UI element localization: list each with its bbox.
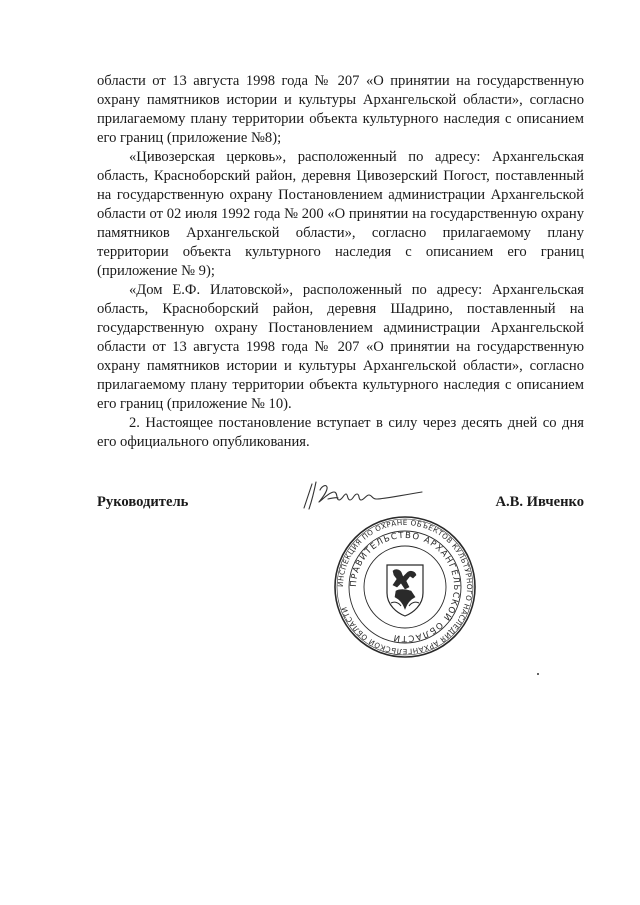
paragraph: «Цивозерская церковь», расположенный по адресу: Архангельская область, Красноборский район, деревня Цивозерский Погост, поставленный на государственную охрану Постановлением администрации Архангельской области от 02 июля 1992 года № 200 «О принятии на государственную охрану памятников Архангельской области», согласно прилагаемому плану территории объекта культурного наследия с описанием его границ (приложение № 9); [97,149,584,279]
coat-of-arms-emblem [387,565,423,616]
document-body [97,72,584,452]
handwritten-signature [292,478,432,514]
seal-inner-text: ПРАВИТЕЛЬСТВО АРХАНГЕЛЬСКОЙ ОБЛАСТИ [348,530,462,644]
signatory-title: Руководитель [97,494,189,510]
paragraph: «Дом Е.Ф. Илатовской», расположенный по адресу: Архангельская область, Красноборский район, деревня Шадрино, поставленный на государственную охрану Постановлением администрации Архангельской области от 13 августа 1998 года № 207 «О принятии на государственную охрану памятников истории и культуры Архангельской области», согласно прилагаемому плану территории объекта культурного наследия с описанием его границ (приложение № 10). [97,282,584,412]
official-seal [333,515,477,659]
seal-outer-text: ИНСПЕКЦИЯ ПО ОХРАНЕ ОБЪЕКТОВ КУЛЬТУРНОГО НАСЛЕДИЯ АРХАНГЕЛЬСКОЙ ОБЛАСТИ [335,517,475,657]
paragraph: 2. Настоящее постановление вступает в силу через десять дней со дня его официального опубликования. [97,415,584,450]
scan-speck [537,673,539,675]
paragraph: области от 13 августа 1998 года № 207 «О принятии на государственную охрану памятников истории и культуры Архангельской области», согласно прилагаемому плану территории объекта культурного наследия с описанием его границ (приложение №8); [97,73,584,146]
signatory-name: А.В. Ивченко [495,494,584,510]
